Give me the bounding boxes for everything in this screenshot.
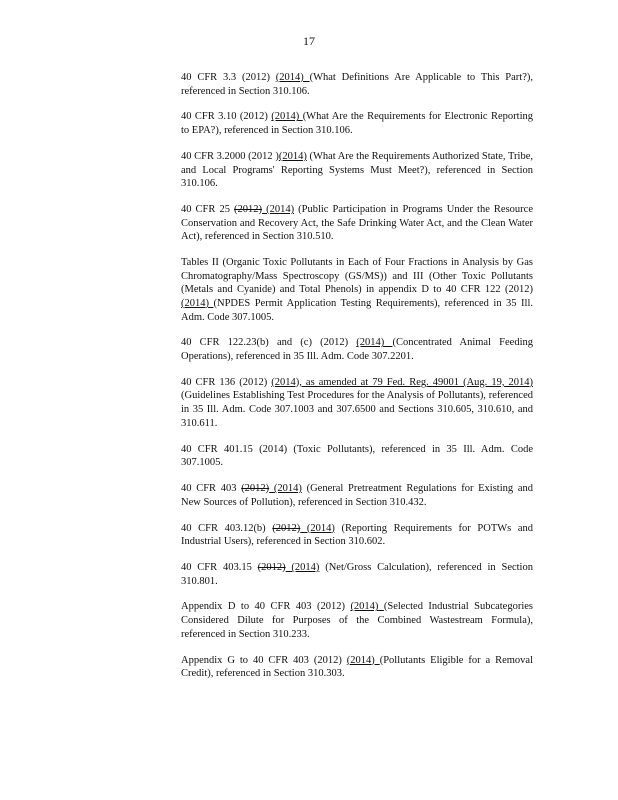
incorporations-by-reference-list	[181, 71, 533, 693]
entry-text: (Guidelines Establishing Test Procedures for the Analysis of Pollutants), referenced in 35 Ill. Adm. Code 307.1003 and 307.6500 and Sections 310.605, 310.610, and 310.611.	[181, 390, 533, 429]
inserted-text: (2014)	[269, 483, 302, 495]
deleted-text: (2012)	[234, 204, 263, 216]
reference-entry	[181, 110, 533, 137]
entry-text: Appendix G to 40 CFR 403 (2012)	[181, 654, 347, 666]
entry-text: (What Definitions Are Applicable to This Part?), referenced in Section 310.106.	[181, 72, 534, 97]
entry-text: 40 CFR 3.2000 (2012 )	[181, 150, 279, 162]
inserted-text: (2014)	[181, 297, 214, 309]
entry-text: 40 CFR 403.15	[181, 562, 258, 573]
entry-text: Appendix D to 40 CFR 403 (2012)	[181, 601, 351, 613]
deleted-text: (2012)	[272, 522, 301, 534]
reference-entry	[181, 376, 533, 430]
inserted-text: (2014)	[271, 111, 303, 123]
inserted-text: (2014)	[300, 522, 335, 534]
reference-entry	[181, 482, 533, 509]
page-number: 17	[303, 34, 315, 48]
entry-text: (What Are the Requirements Authorized State, Tribe, and Local Programs' Reporting Systems Must Meet?), referenced in Section 310.106.	[181, 150, 534, 190]
inserted-text: (2014), as amended at 79 Fed. Reg. 49001 (Aug. 19, 2014)	[271, 376, 533, 388]
inserted-text: (2014)	[356, 337, 393, 349]
entry-text: (Net/Gross Calculation), referenced in Section 310.801.	[181, 562, 533, 587]
entry-text: 40 CFR 3.3 (2012)	[181, 72, 276, 83]
reference-entry	[181, 150, 533, 191]
reference-entry	[181, 256, 533, 324]
inserted-text: (2014)	[275, 72, 310, 83]
deleted-text: (2012)	[257, 562, 286, 573]
entry-text: (Pollutants Eligible for a Removal Credit), referenced in Section 310.303.	[181, 654, 534, 680]
entry-text: (NPDES Permit Application Testing Requirements), referenced in 35 Ill. Adm. Code 307.1005.	[181, 297, 533, 323]
inserted-text: (2014)	[350, 601, 384, 613]
entry-text: 40 CFR 122.23(b) and (c) (2012)	[181, 337, 357, 349]
entry-text: 40 CFR 403.12(b)	[181, 522, 273, 534]
reference-entry	[181, 522, 533, 549]
reference-entry	[181, 600, 533, 641]
entry-text: (What Are the Requirements for Electronic Reporting to EPA?), referenced in Section 310.106.	[181, 111, 533, 137]
deleted-text: (2012)	[241, 483, 270, 495]
entry-text: (General Pretreatment Regulations for Existing and New Sources of Pollution), referenced in Section 310.432.	[181, 483, 533, 508]
inserted-text: (2014)	[285, 562, 320, 573]
inserted-text: (2014)	[278, 150, 307, 162]
entry-text: (Reporting Requirements for POTWs and Industrial Users), referenced in Section 310.602.	[181, 522, 533, 548]
entry-text: (Selected Industrial Subcategories Considered Dilute for Purposes of the Combined Wastestream Formula), referenced in Section 310.233.	[181, 601, 534, 640]
reference-entry	[181, 71, 533, 98]
entry-text: 40 CFR 25	[181, 204, 235, 216]
reference-entry	[181, 561, 533, 588]
reference-entry	[181, 336, 533, 363]
entry-text: 40 CFR 401.15 (2014) (Toxic Pollutants), referenced in 35 Ill. Adm. Code 307.1005.	[181, 443, 533, 469]
entry-text: (Concentrated Animal Feeding Operations), referenced in 35 Ill. Adm. Code 307.2201.	[181, 337, 534, 362]
entry-text: 40 CFR 403	[181, 483, 242, 495]
reference-entry	[181, 203, 533, 244]
inserted-text: (2014)	[262, 204, 295, 216]
reference-entry	[181, 654, 533, 681]
entry-text: 40 CFR 3.10 (2012)	[181, 111, 272, 123]
entry-text: (Public Participation in Programs Under the Resource Conservation and Recovery Act, the Safe Drinking Water Act, and the Clean Water Act), referenced in Section 310.510.	[181, 204, 533, 243]
inserted-text: (2014)	[346, 654, 380, 666]
reference-entry	[181, 443, 533, 470]
entry-text: Tables II (Organic Toxic Pollutants in Each of Four Fractions in Analysis by Gas Chromatography/Mass Spectroscopy (GS/MS)) and III (Other Toxic Pollutants (Metals and Cyanide) and Total Phenols) in appendix D to 40 CFR 122 (2012)	[181, 257, 533, 296]
entry-text: 40 CFR 136 (2012)	[181, 376, 272, 388]
